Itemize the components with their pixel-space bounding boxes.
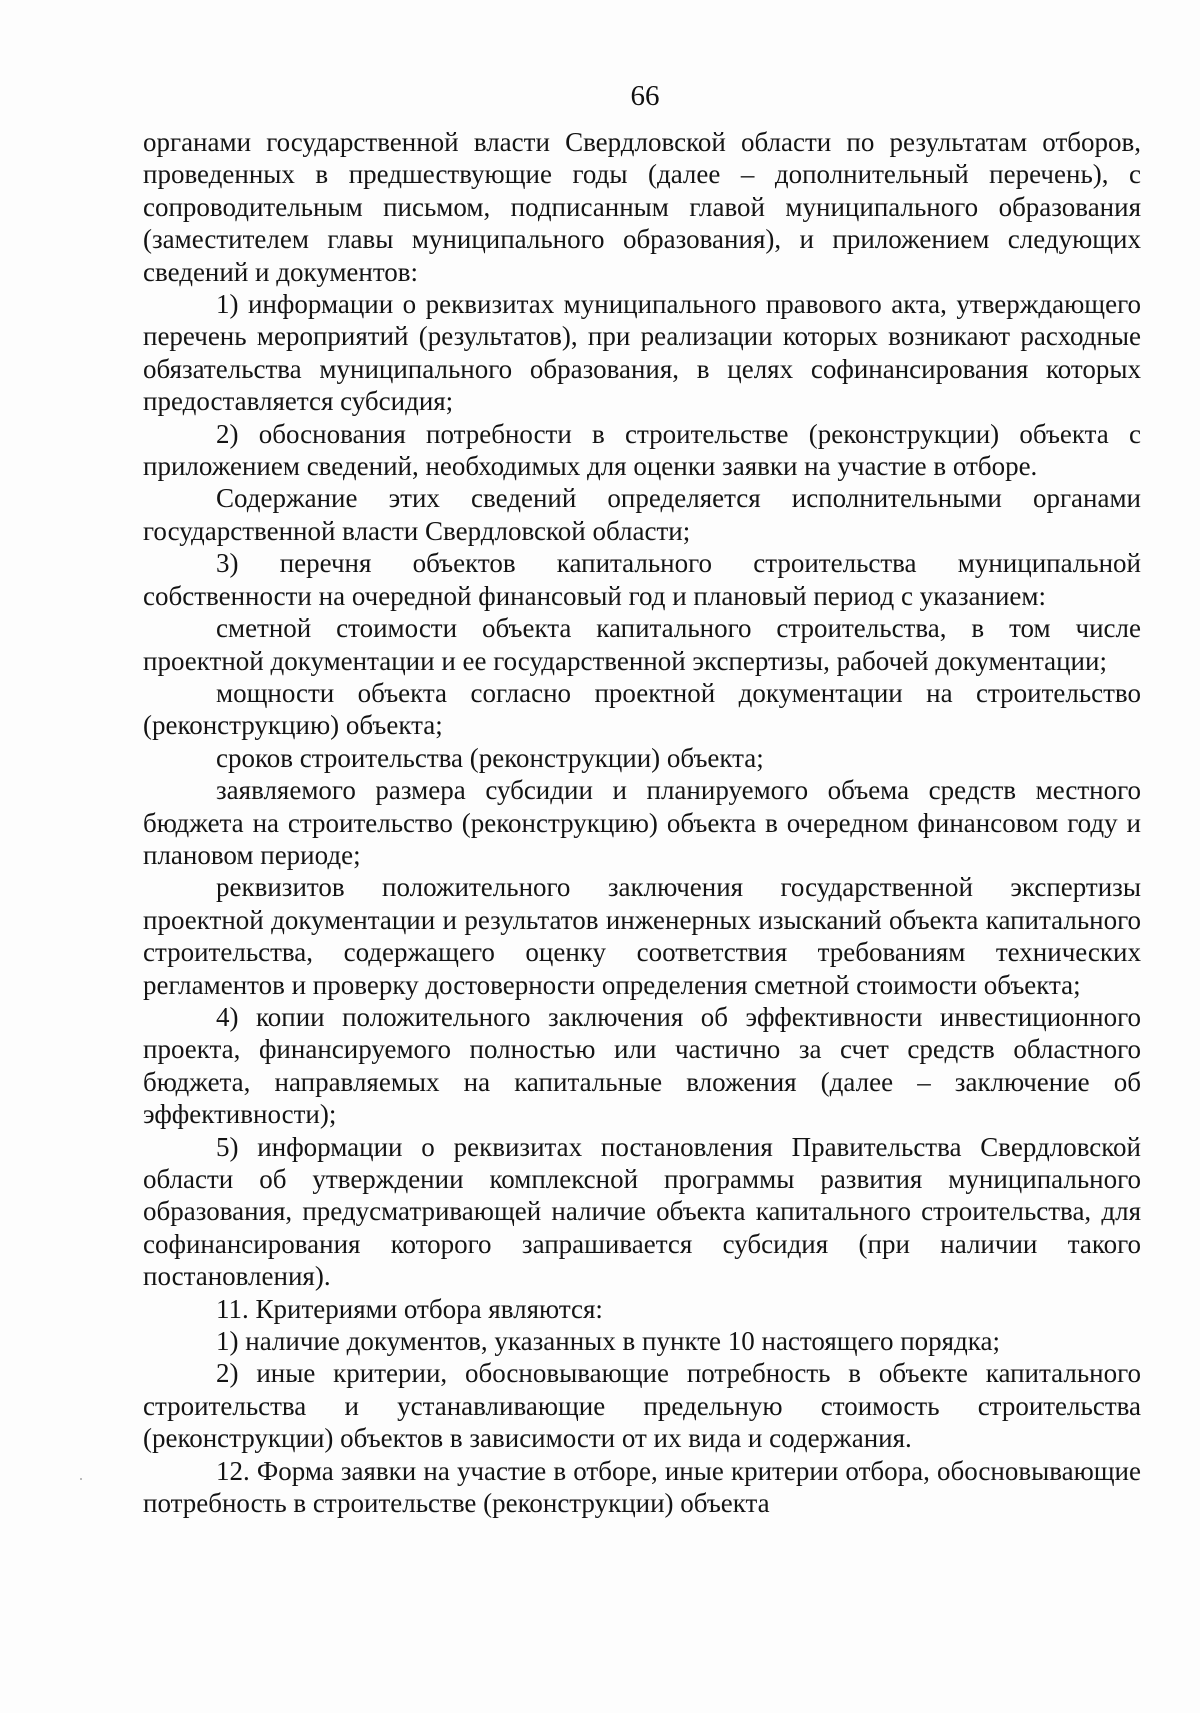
paragraph: органами государственной власти Свердловской области по результатам отборов, проведенных в предшествующие годы (далее – дополнительный перечень), с сопроводительным письмом, подписанным главой муниципального образования (заместителем главы муниципального образования), и приложением следующих сведений и документов: <box>143 127 1141 287</box>
paragraph: заявляемого размера субсидии и планируемого объема средств местного бюджета на строительство (реконструкцию) объекта в очередном финансовом году и плановом периоде; <box>143 775 1141 870</box>
paragraph: сметной стоимости объекта капитального строительства, в том числе проектной документации и ее государственной экспертизы, рабочей документации; <box>143 613 1141 676</box>
paragraph: Содержание этих сведений определяется исполнительными органами государственной власти Свердловской области; <box>143 483 1141 546</box>
paragraph: сроков строительства (реконструкции) объекта; <box>216 742 764 773</box>
paragraph: 1) информации о реквизитах муниципального правового акта, утверждающего перечень мероприятий (результатов), при реализации которых возникают расходные обязательства муниципального образования, в целях софинансирования которых предоставляется субсидия; <box>143 289 1141 417</box>
paragraph: 11. Критериями отбора являются: <box>216 1293 603 1324</box>
paragraph: мощности объекта согласно проектной документации на строительство (реконструкцию) объекта; <box>143 677 1141 741</box>
paragraph: реквизитов положительного заключения государственной экспертизы проектной документации и результатов инженерных изысканий объекта капитального строительства, содержащего оценку соответствия требованиям технических регламентов и проверку достоверности определения сметной стоимости объекта; <box>143 872 1141 1000</box>
paragraph: 3) перечня объектов капитального строительства муниципальной собственности на очередной финансовый год и плановый период с указанием: <box>143 548 1141 611</box>
scan-speck <box>80 1478 82 1480</box>
page-number: 66 <box>630 80 660 112</box>
paragraph: 4) копии положительного заключения об эффективности инвестиционного проекта, финансируемого полностью или частично за счет средств областного бюджета, направляемых на капитальные вложения (далее – заключение об эффективности); <box>143 1001 1141 1130</box>
paragraph: 1) наличие документов, указанных в пункте 10 настоящего порядка; <box>216 1326 1000 1357</box>
paragraph: 5) информации о реквизитах постановления Правительства Свердловской области об утверждении комплексной программы развития муниципального образования, предусматривающей наличие объекта капитального строительства, для софинансирования которого запрашивается субсидия (при наличии такого постановления). <box>143 1131 1141 1292</box>
paragraph: 12. Форма заявки на участие в отборе, иные критерии отбора, обосновывающие потребность в строительстве (реконструкции) объекта <box>143 1455 1141 1519</box>
document-body <box>143 126 1141 1519</box>
paragraph: 2) иные критерии, обосновывающие потребность в объекте капитального строительства и устанавливающие предельную стоимость строительства (реконструкции) объектов в зависимости от их вида и содержания. <box>143 1358 1141 1454</box>
paragraph: 2) обоснования потребности в строительстве (реконструкции) объекта с приложением сведений, необходимых для оценки заявки на участие в отборе. <box>143 418 1141 482</box>
